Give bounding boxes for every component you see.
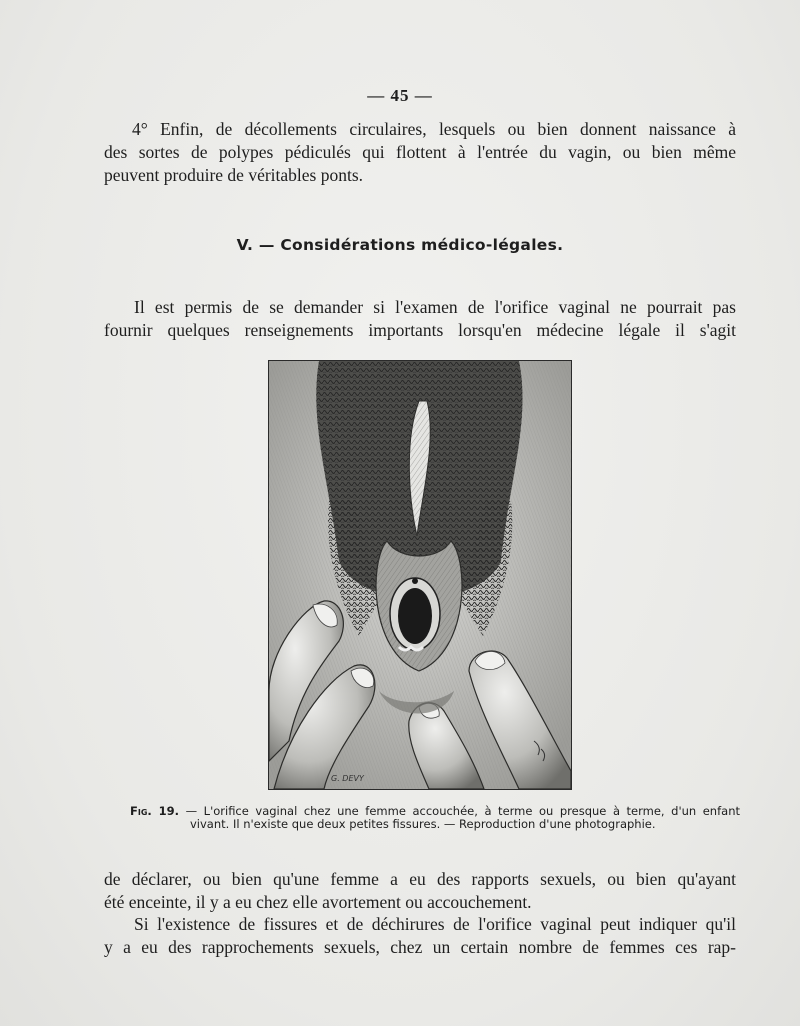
text-line: de déclarer, ou bien qu'une femme a eu des rapports sexuels, ou bien qu'ayant bbox=[104, 869, 736, 889]
engraver-signature: G. DEVY bbox=[331, 774, 364, 783]
text-line: Si l'existence de fissures et de déchirures de l'orifice vaginal peut indiquer qu'il bbox=[134, 914, 736, 934]
section-heading: V. — Considérations médico-légales. bbox=[236, 236, 564, 254]
figure-caption bbox=[130, 805, 740, 831]
caption-line: vivant. Il n'existe que deux petites fissures. — Reproduction d'une photographie. bbox=[190, 817, 656, 831]
text-line: y a eu des rapprochements sexuels, chez un certain nombre de femmes ces rap- bbox=[104, 937, 736, 957]
paragraph-fissures bbox=[104, 913, 736, 959]
text-line: peuvent produire de véritables ponts. bbox=[104, 165, 364, 185]
engraving-illustration bbox=[269, 361, 571, 789]
paragraph-continuation bbox=[104, 868, 736, 914]
text-line: Il est permis de se demander si l'examen de l'orifice vaginal ne pourrait pas bbox=[134, 297, 736, 317]
text-line: fournir quelques renseignements importants lorsqu'en médecine légale il s'agit bbox=[104, 320, 736, 340]
paragraph-item-4 bbox=[104, 118, 736, 187]
figure-engraving bbox=[268, 360, 572, 790]
text-line: des sortes de polypes pédiculés qui flottent à l'entrée du vagin, ou bien même bbox=[104, 142, 736, 162]
caption-text: — L'orifice vaginal chez une femme accouchée, à terme ou presque à terme, d'un enfant bbox=[185, 804, 740, 818]
paragraph-intro bbox=[104, 296, 736, 342]
page-number: — 45 — bbox=[367, 86, 433, 105]
text-line: été enceinte, il y a eu chez elle avortement ou accouchement. bbox=[104, 892, 532, 912]
figure-label: Fig. 19. bbox=[130, 804, 180, 818]
text-line: 4° Enfin, de décollements circulaires, lesquels ou bien donnent naissance à bbox=[132, 119, 736, 139]
